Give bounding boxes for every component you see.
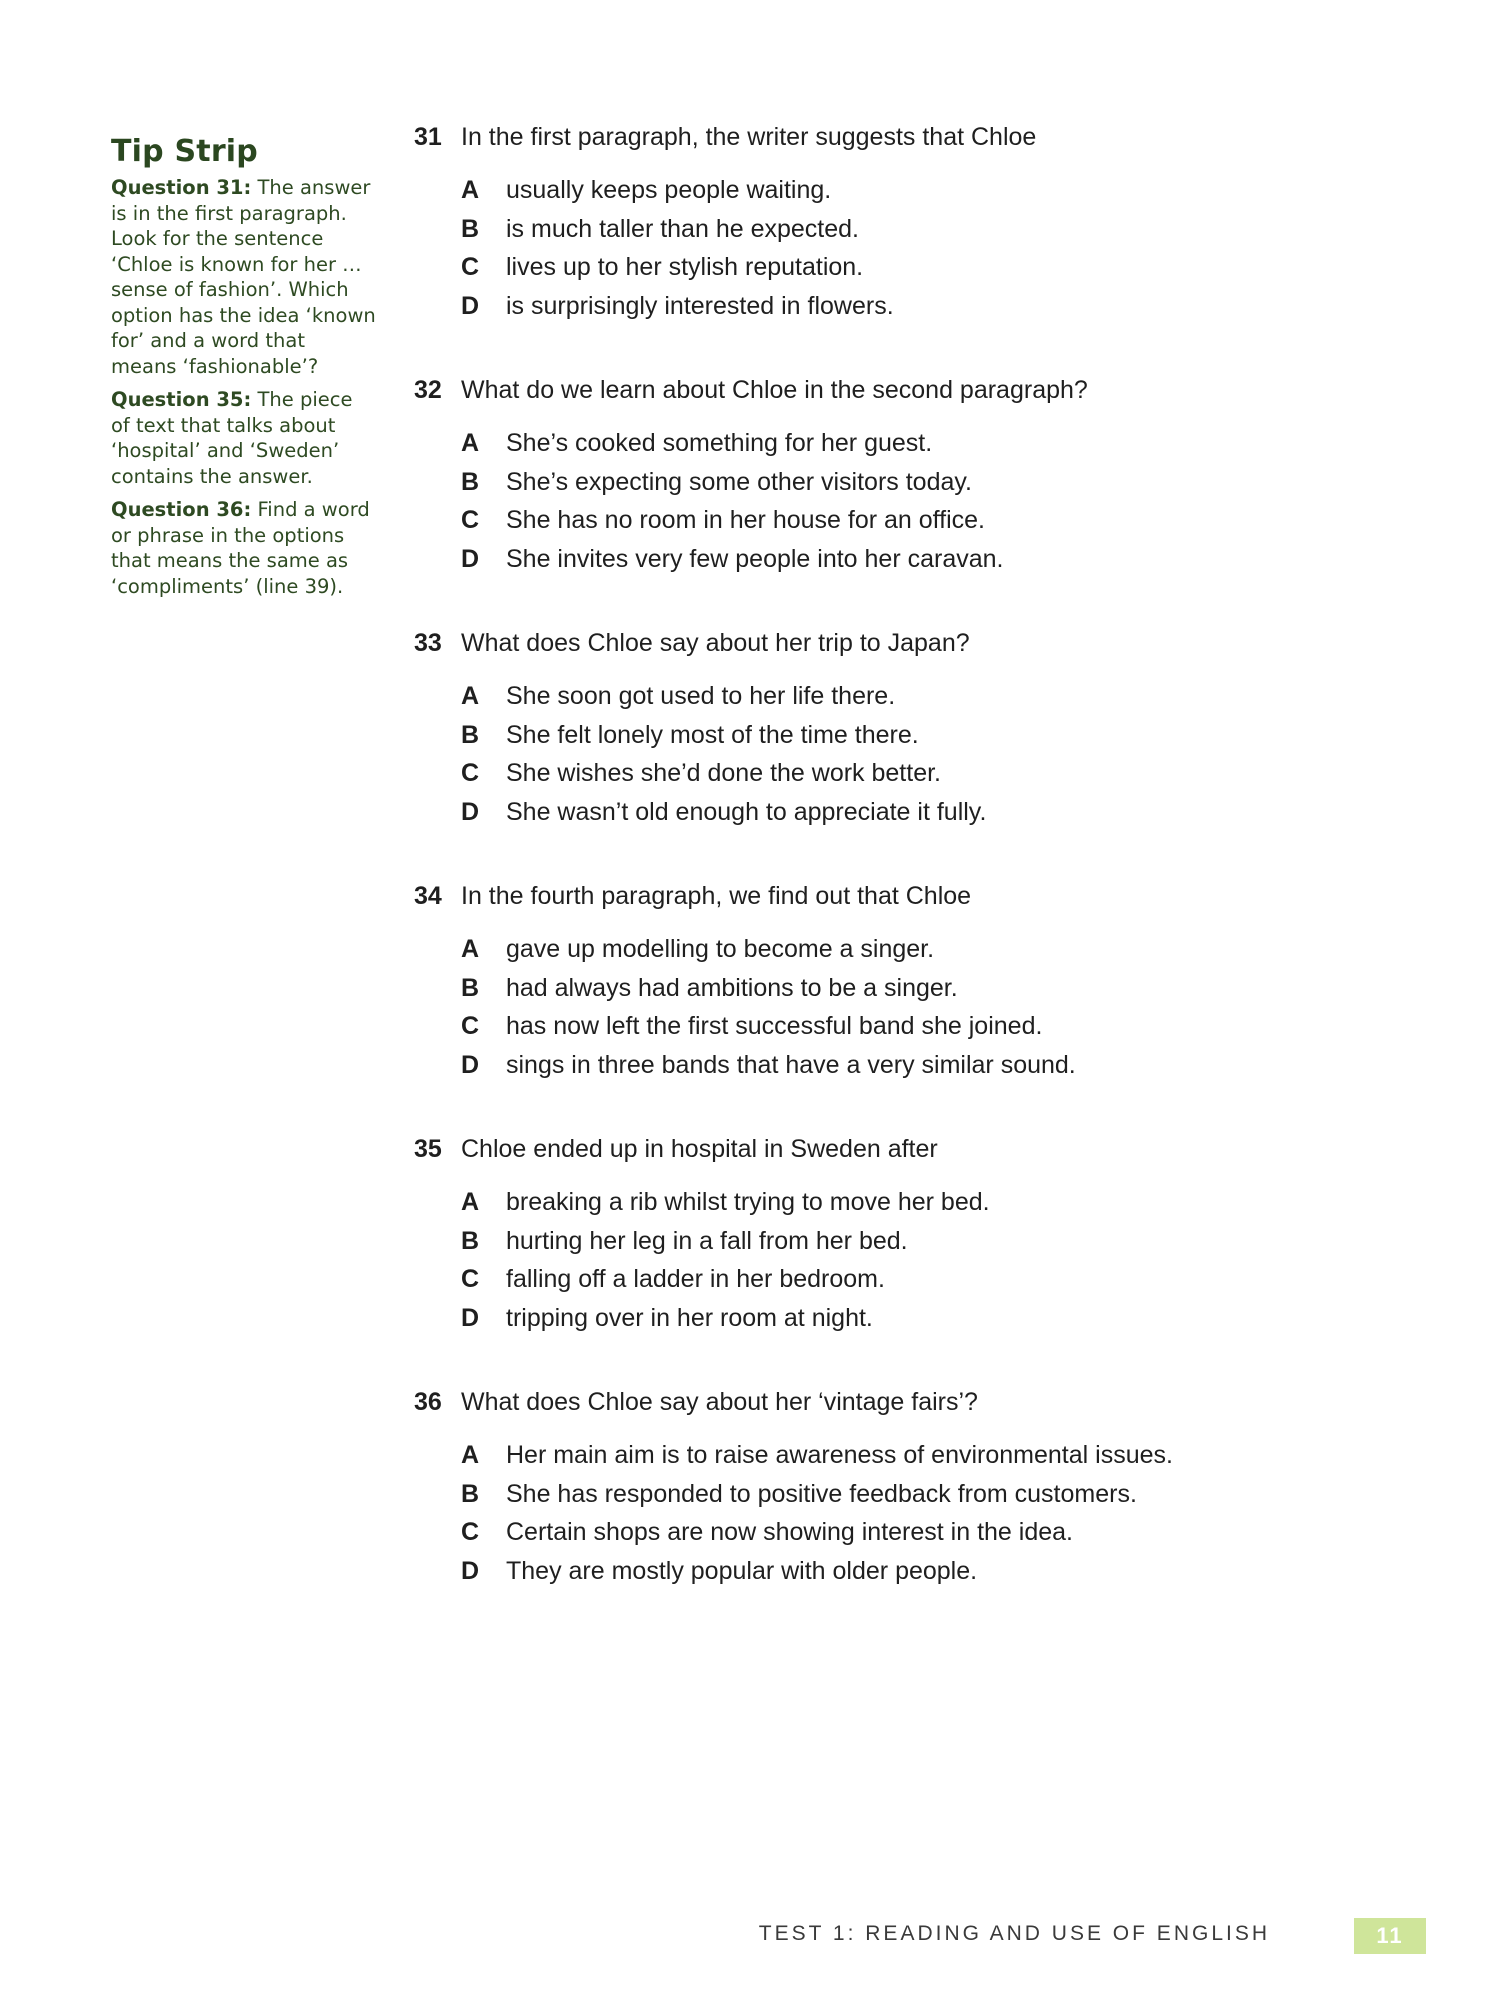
option-b[interactable] [461,210,1414,249]
option-list [414,677,1414,831]
option-a[interactable] [461,171,1414,210]
option-letter: B [461,1479,480,1508]
option-a[interactable] [461,677,1414,716]
tip-text: Find a word or phrase in the options that means the same as ‘compliments’ (line 39). [111,498,370,598]
tip-strip-title: Tip Strip [111,134,258,169]
question-34 [414,878,1414,1084]
option-letter: A [461,429,480,457]
option-text: She’s cooked something for her guest. [506,429,933,457]
tip-question-31 [111,175,376,379]
option-letter: D [461,797,480,826]
option-text: She wishes she’d done the work better. [506,759,941,787]
option-list [414,1436,1414,1590]
option-letter: B [461,1226,480,1255]
option-letter: D [461,1050,480,1079]
option-d[interactable] [461,1299,1414,1338]
option-text: hurting her leg in a fall from her bed. [506,1226,908,1255]
option-b[interactable] [461,716,1414,755]
question-number: 33 [414,629,442,657]
option-letter: D [461,1556,480,1585]
question-header [414,1131,1414,1167]
option-c[interactable] [461,501,1414,540]
question-stem: What does Chloe say about her trip to Japan? [461,629,970,657]
option-letter: D [461,544,480,573]
option-letter: A [461,1441,480,1469]
option-letter: B [461,720,480,749]
option-text: lives up to her stylish reputation. [506,253,864,281]
question-number: 35 [414,1135,442,1163]
question-31 [414,119,1414,325]
option-text: breaking a rib whilst trying to move her bed. [506,1188,990,1216]
option-d[interactable] [461,287,1414,326]
question-header [414,625,1414,661]
option-text: She wasn’t old enough to appreciate it fully. [506,797,987,826]
option-c[interactable] [461,1260,1414,1299]
option-list [414,171,1414,325]
question-number: 34 [414,882,442,910]
question-stem: In the first paragraph, the writer suggests that Chloe [461,123,1037,151]
page-footer [758,1918,1430,1954]
option-letter: C [461,253,480,281]
question-stem: In the fourth paragraph, we find out that Chloe [461,882,972,910]
option-list [414,1183,1414,1337]
option-c[interactable] [461,1513,1414,1552]
option-c[interactable] [461,248,1414,287]
option-a[interactable] [461,1436,1414,1475]
question-header [414,878,1414,914]
question-number: 32 [414,376,442,404]
option-text: is surprisingly interested in flowers. [506,291,894,320]
footer-section-title: TEST 1: READING AND USE OF ENGLISH [758,1922,1270,1945]
option-letter: C [461,1012,480,1040]
option-letter: B [461,467,480,496]
tip-question-35 [111,387,376,489]
question-36 [414,1384,1414,1590]
tip-label: Question 31: [111,176,252,199]
option-letter: D [461,291,480,320]
option-a[interactable] [461,1183,1414,1222]
option-d[interactable] [461,1046,1414,1085]
option-d[interactable] [461,540,1414,579]
option-text: She has no room in her house for an office. [506,506,986,534]
option-b[interactable] [461,1475,1414,1514]
question-header [414,1384,1414,1420]
option-a[interactable] [461,930,1414,969]
option-text: She felt lonely most of the time there. [506,720,919,749]
option-list [414,930,1414,1084]
option-text: is much taller than he expected. [506,214,859,243]
option-d[interactable] [461,793,1414,832]
option-list [414,424,1414,578]
option-letter: B [461,214,480,243]
option-letter: C [461,506,480,534]
option-text: She soon got used to her life there. [506,682,896,710]
option-letter: A [461,935,480,963]
option-text: She invites very few people into her caravan. [506,544,1004,573]
option-letter: A [461,682,480,710]
tip-label: Question 35: [111,388,252,411]
tip-question-36 [111,497,376,599]
question-header [414,372,1414,408]
tip-text: The piece of text that talks about ‘hospital’ and ‘Sweden’ contains the answer. [111,388,353,488]
option-text: had always had ambitions to be a singer. [506,973,958,1002]
question-number: 36 [414,1388,442,1416]
option-text: Her main aim is to raise awareness of environmental issues. [506,1441,1173,1469]
option-text: They are mostly popular with older people. [506,1556,978,1585]
question-stem: What does Chloe say about her ‘vintage fairs’? [461,1388,978,1416]
question-header [414,119,1414,155]
option-c[interactable] [461,1007,1414,1046]
option-text: usually keeps people waiting. [506,176,832,204]
option-letter: C [461,1265,480,1293]
questions-list [414,119,1414,1637]
option-text: gave up modelling to become a singer. [506,935,935,963]
option-text: tripping over in her room at night. [506,1303,873,1332]
option-b[interactable] [461,463,1414,502]
option-text: She’s expecting some other visitors today. [506,467,972,496]
question-stem: Chloe ended up in hospital in Sweden after [461,1135,938,1163]
option-c[interactable] [461,754,1414,793]
option-text: falling off a ladder in her bedroom. [506,1265,885,1293]
option-letter: A [461,1188,480,1216]
question-33 [414,625,1414,831]
option-d[interactable] [461,1552,1414,1591]
option-letter: C [461,1518,480,1546]
option-b[interactable] [461,1222,1414,1261]
option-text: Certain shops are now showing interest in the idea. [506,1518,1073,1546]
option-text: She has responded to positive feedback from customers. [506,1479,1137,1508]
option-text: has now left the first successful band she joined. [506,1012,1043,1040]
question-32 [414,372,1414,578]
option-b[interactable] [461,969,1414,1008]
option-letter: A [461,176,480,204]
question-35 [414,1131,1414,1337]
option-letter: C [461,759,480,787]
option-text: sings in three bands that have a very similar sound. [506,1050,1076,1079]
option-letter: D [461,1303,480,1332]
page-number-badge: 11 [1354,1918,1426,1954]
question-number: 31 [414,123,442,151]
question-stem: What do we learn about Chloe in the second paragraph? [461,376,1088,404]
tip-text: The answer is in the first paragraph. Look for the sentence ‘Chloe is known for her … sense of fashion’. Which option has the idea ‘known for’ and a word that means ‘fashionable’? [111,176,376,378]
tip-strip [111,134,381,607]
option-letter: B [461,973,480,1002]
tip-label: Question 36: [111,498,252,521]
option-a[interactable] [461,424,1414,463]
